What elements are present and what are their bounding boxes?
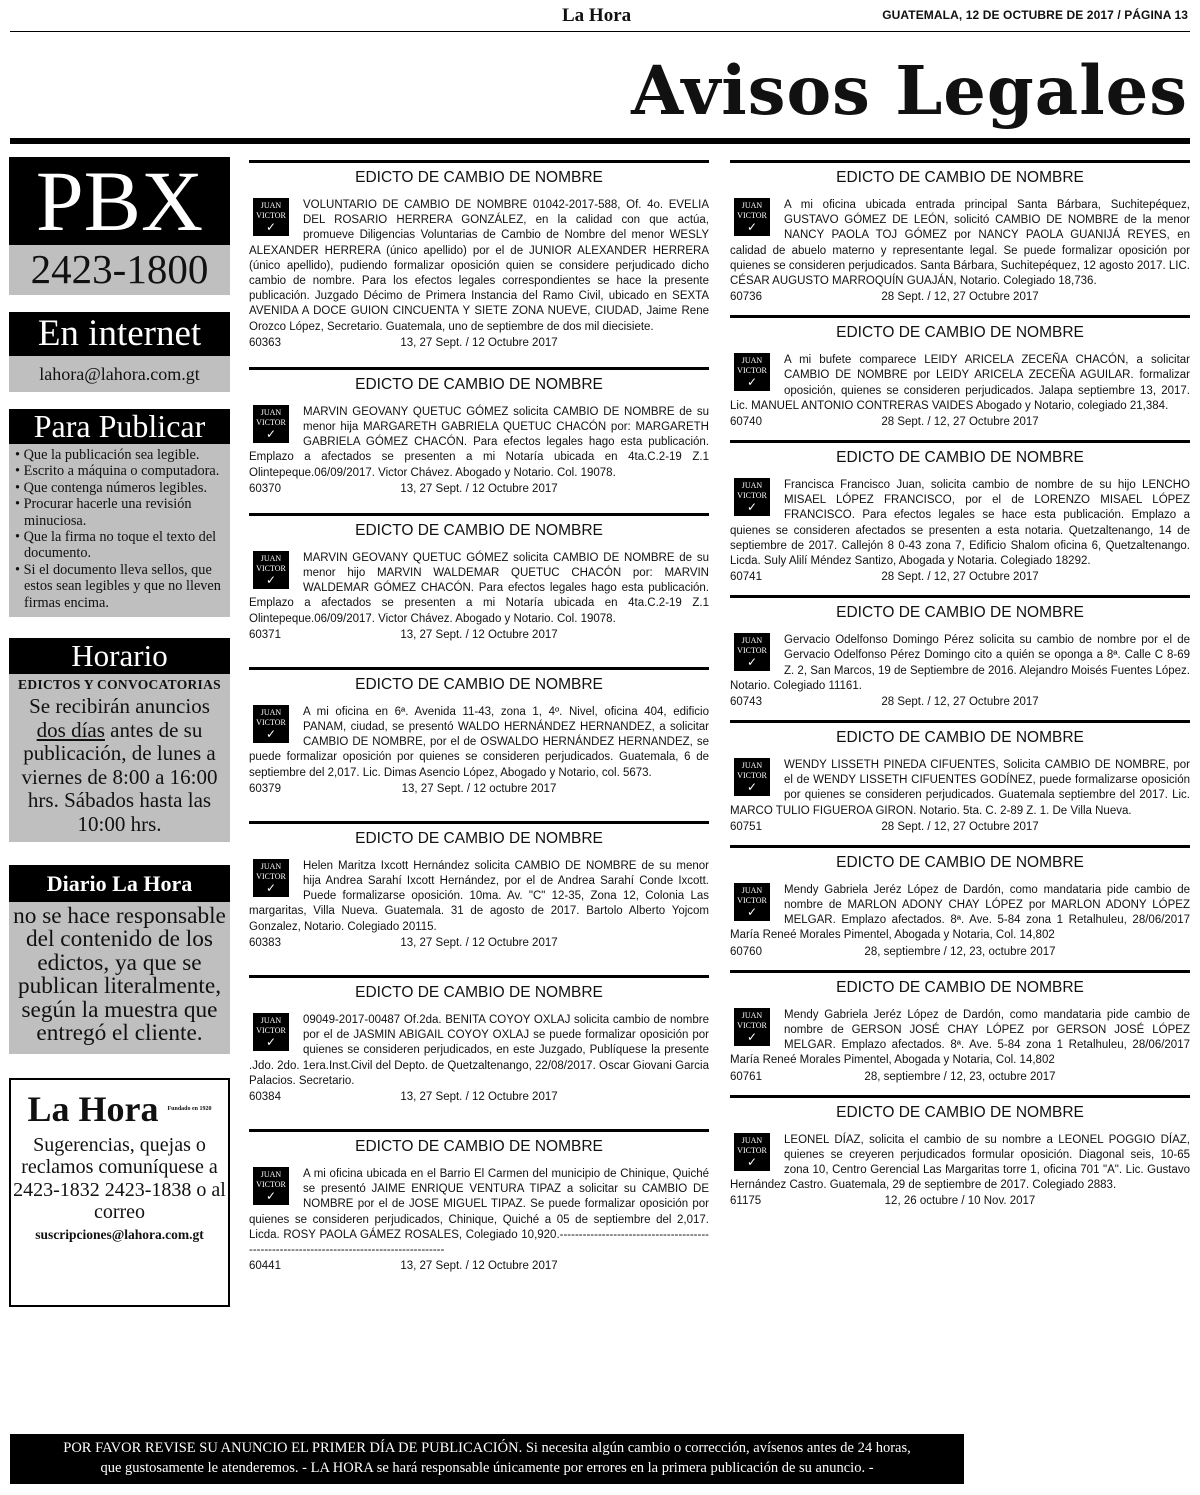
edict-body <box>730 353 1190 414</box>
lawyer-logo-icon: JUAN VICTOR ✓ <box>734 633 770 671</box>
edict-notice <box>730 160 1190 305</box>
edict-dates: 28, septiembre / 12, 23, octubre 2017 <box>864 1070 1056 1083</box>
footer-notice <box>10 1434 964 1484</box>
edict-code: 60371 <box>249 628 281 641</box>
lawyer-logo-icon: JUAN VICTOR ✓ <box>253 1167 289 1205</box>
edict-title: EDICTO DE CAMBIO DE NOMBRE <box>730 315 1190 343</box>
edict-code: 60736 <box>730 291 762 304</box>
edict-body <box>730 1133 1190 1194</box>
edict-text: A mi oficina en 6ª. Avenida 11-43, zona 1, 4º. Nivel, oficina 404, edificio PANAM, ciudad, se presentó WALDO HERNÁNDEZ HERNANDEZ, a solicitar CAMBIO DE NOMBRE, por el de OSWALDO HERNÁNDEZ HERNANDEZ, se puede formalizar oposición por quienes se consideren perjudicados. Guatemala, 6 de septiembre del 2,017. Lic. Dimas Asencio López, Abogado y Notario, col. 5673. <box>249 705 709 779</box>
edict-dates: 28 Sept. / 12, 27 Octubre 2017 <box>881 696 1039 709</box>
edict-notice <box>730 315 1190 430</box>
edict-notice <box>249 667 709 797</box>
edict-dates: 28 Sept. / 12, 27 Octubre 2017 <box>881 416 1039 429</box>
publicar-item: • Si el documento lleva sellos, que estos sean legibles y que no lleven firmas encima. <box>15 561 221 611</box>
lawyer-logo-icon: JUAN VICTOR ✓ <box>734 1133 770 1171</box>
section-rule <box>10 138 1190 144</box>
masthead-logo: La Hora <box>562 5 632 26</box>
edict-title: EDICTO DE CAMBIO DE NOMBRE <box>249 513 709 541</box>
pbx-number: 2423-1800 <box>30 246 209 292</box>
edict-code: 60370 <box>249 482 281 495</box>
internet-email[interactable]: lahora@lahora.com.gt <box>39 364 200 384</box>
edict-body <box>249 405 709 481</box>
edict-title: EDICTO DE CAMBIO DE NOMBRE <box>249 821 709 849</box>
edict-text: LEONEL DÍAZ, solicita el cambio de su nombre a LEONEL POGGIO DÍAZ, quienes se creyeren perjudicados formular oposición. Diagonal seis, 10-65 zona 10, Centro Gerencial Las Margaritas torre 1, oficina 701 "A". Lic. Gustavo Hernández Castro. Guatemala, 29 de septiembre de 2017. Colegiado 2883. <box>730 1133 1190 1192</box>
lawyer-logo-icon: JUAN VICTOR ✓ <box>734 198 770 236</box>
edict-dates: 13, 27 Sept. / 12 Octubre 2017 <box>400 628 558 641</box>
pbx-label: PBX <box>9 157 230 245</box>
diario-box <box>9 865 230 1053</box>
horario-box <box>9 638 230 842</box>
edict-code: 60740 <box>730 416 762 429</box>
edict-code: 60383 <box>249 936 281 949</box>
lawyer-logo-icon: JUAN VICTOR ✓ <box>253 405 289 443</box>
edict-footer <box>249 1258 709 1274</box>
lawyer-logo-icon: JUAN VICTOR ✓ <box>253 859 289 897</box>
edict-notice <box>730 440 1190 585</box>
edict-body <box>249 1167 709 1258</box>
lawyer-logo-icon: JUAN VICTOR ✓ <box>734 478 770 516</box>
internet-title: En internet <box>9 312 230 356</box>
edict-code: 60761 <box>730 1070 762 1083</box>
edict-body <box>249 1013 709 1089</box>
edict-notice <box>249 513 709 643</box>
lawyer-logo-icon: JUAN VICTOR ✓ <box>734 883 770 921</box>
edict-footer <box>249 935 709 951</box>
edict-notice <box>730 720 1190 835</box>
edict-body <box>249 198 709 335</box>
lawyer-logo-icon: JUAN VICTOR ✓ <box>253 1013 289 1051</box>
edict-dates: 13, 27 Sept. / 12 octubre 2017 <box>401 782 557 795</box>
edict-footer <box>249 335 709 351</box>
edict-title: EDICTO DE CAMBIO DE NOMBRE <box>249 1129 709 1157</box>
publicar-item: • Que la publicación sea legible. <box>15 447 200 463</box>
edict-dates: 13, 27 Sept. / 12 Octubre 2017 <box>400 936 558 949</box>
edict-dates: 12, 26 octubre / 10 Nov. 2017 <box>884 1195 1036 1208</box>
lawyer-logo-icon: JUAN VICTOR ✓ <box>734 1008 770 1046</box>
edict-notice <box>249 975 709 1105</box>
edict-text: A mi oficina ubicada entrada principal Santa Bárbara, Suchitepéquez, GUSTAVO GÓMEZ DE LEÓN, solicitó CAMBIO DE NOMBRE de la menor NANCY PAOLA TOJ GÓMEZ por NANCY PAOLA GUANIJÁ REYES, en calidad de abuelo materno y representante legal. Se puede formalizar oposición por quienes se consideren perjudicados. Santa Bárbara, Suchitepéquez, 12 agosto 2017. LIC. CÉSAR AUGUSTO MARROQUÍN GUAJÁN, Notario. Colegiado 18,736. <box>730 199 1190 288</box>
diario-title: Diario La Hora <box>9 865 230 902</box>
edict-code: 60741 <box>730 571 762 584</box>
top-rule <box>10 31 1190 32</box>
edict-body <box>730 198 1190 289</box>
edict-notice <box>249 160 709 351</box>
edict-text: MARVIN GEOVANY QUETUC GÓMEZ solicita CAMBIO DE NOMBRE de su menor hija MARGARETH GABRIELA QUETUC CHACÓN por: MARGARETH GABRIELA GÓMEZ CHACÓN. Para efectos legales hago esta publicación. Emplazo a afectados se presenten a mi Notaría ubicada en 4ta.C.2-19 Z.1 Olintepeque.06/09/2017. Victor Chávez. Abogado y Notario. Col. 19078. <box>249 405 709 479</box>
sugerencias-box <box>9 1078 230 1307</box>
edict-dates: 13, 27 Sept. / 12 Octubre 2017 <box>400 1090 558 1103</box>
section-title: Avisos Legales <box>631 51 1188 130</box>
edict-notice <box>249 367 709 497</box>
sidebar <box>9 153 230 1307</box>
edict-title: EDICTO DE CAMBIO DE NOMBRE <box>249 975 709 1003</box>
edict-footer <box>249 627 709 643</box>
publicar-item: • Que contenga números legibles. <box>15 479 208 496</box>
edict-notice <box>249 1129 709 1274</box>
edict-notice <box>730 845 1190 960</box>
ads-column-left <box>249 160 709 1274</box>
lawyer-logo-icon: JUAN VICTOR ✓ <box>734 758 770 796</box>
edict-footer <box>730 1069 1190 1085</box>
horario-title: Horario <box>9 638 230 674</box>
horario-subtitle: EDICTOS Y CONVOCATORIAS <box>18 677 221 693</box>
edict-text: Helen Maritza Ixcott Hernández solicita CAMBIO DE NOMBRE de su menor hija Andrea Sarahí Ixcott Hernández, por el de Andrea Sarahí Conde Ixcott. Puede formalizarse oposición. 10ma. Av. "C" 12-35, Zona 12, Colonia Las margaritas, Villa Nueva. Guatemala. 31 de agosto de 2017. Bartolo Alberto Yojcom Gonzalez, Notario. Colegiado 20115. <box>249 859 709 933</box>
edict-title: EDICTO DE CAMBIO DE NOMBRE <box>730 720 1190 748</box>
edict-code: 60384 <box>249 1090 281 1103</box>
edict-code: 60751 <box>730 820 762 833</box>
sugerencias-email[interactable]: suscripciones@lahora.com.gt <box>35 1226 204 1242</box>
edict-code: 60743 <box>730 696 762 709</box>
publicar-title: Para Publicar <box>9 409 230 444</box>
edict-notice <box>730 595 1190 710</box>
edict-body <box>249 705 709 781</box>
edict-body <box>249 859 709 935</box>
publicar-item: • Que la firma no toque el texto del documento. <box>15 529 217 562</box>
edict-footer <box>730 289 1190 305</box>
publicar-box <box>9 409 230 617</box>
edict-notice <box>730 970 1190 1085</box>
masthead-date-page: GUATEMALA, 12 DE OCTUBRE DE 2017 / PÁGINA 13 <box>882 8 1188 22</box>
edict-dates: 28 Sept. / 12, 27 Octubre 2017 <box>881 291 1039 304</box>
lawyer-logo-icon: JUAN VICTOR ✓ <box>253 198 289 236</box>
diario-disclaimer: no se hace responsable del contenido de los edictos, ya que se publican literalmente, según la muestra que entregó el cliente. <box>13 903 226 1047</box>
edict-title: EDICTO DE CAMBIO DE NOMBRE <box>249 667 709 695</box>
edict-body <box>730 883 1190 944</box>
edict-text: A mi bufete comparece LEIDY ARICELA ZECEÑA CHACÓN, a solicitar CAMBIO DE NOMBRE por LEIDY ARICELA ZECEÑA AGUILAR. formalizar oposición, quienes se consideren perjudicados. Jalapa septiembre 13, 2017. Lic. MANUEL ANTONIO CONTRERAS VAIDES Abogado y Notario, colegiado 21,384. <box>730 354 1190 412</box>
edict-body <box>730 633 1190 694</box>
edict-footer <box>249 781 709 797</box>
edict-footer <box>730 414 1190 430</box>
edict-title: EDICTO DE CAMBIO DE NOMBRE <box>730 1095 1190 1123</box>
edict-title: EDICTO DE CAMBIO DE NOMBRE <box>730 595 1190 623</box>
edict-title: EDICTO DE CAMBIO DE NOMBRE <box>249 367 709 395</box>
edict-text: 09049-2017-00487 Of.2da. BENITA COYOY OXLAJ solicita cambio de nombre por el de JASMIN ABIGAIL COYOY OXLAJ se puede formalizar oposición por quienes se consideren perjudicados, en este Juzgado, Publíquese la presente .Jdo. 2do. 1era.Inst.Civil del Depto. de Quetzaltenango, 22/08/2017. Oscar Giovani Garcia Palacios. Secretario. <box>249 1013 709 1087</box>
lawyer-logo-icon: JUAN VICTOR ✓ <box>253 551 289 589</box>
internet-box <box>9 312 230 392</box>
edict-text: Francisca Francisco Juan, solicita cambio de nombre de su hijo LENCHO MISAEL LÓPEZ FRANCISCO, por el de LORENZO MISAEL LÓPEZ FRANCISCO. Para efectos legales se hace esta publicación. Emplazo a quienes se consideren afectados se presenten a esta notaria. Quetzaltenango, 14 de septiembre de 2017. Callejón 8 0-43 zona 7, Edificio Shalom oficina 6, Quetzaltenango. Licda. Suly Alilí Méndez Santizo, Abogada y Notaria. Colegiado 18292. <box>730 479 1190 568</box>
edict-body <box>730 478 1190 569</box>
publicar-item: • Escrito a máquina o computadora. <box>15 463 220 480</box>
edict-notice <box>730 1095 1190 1210</box>
footer-line-2: que gustosamente le atenderemos. - LA HORA se hará responsable únicamente por errores en la primera publicación de su anuncio. - <box>100 1459 874 1476</box>
ads-column-right <box>730 160 1190 1209</box>
edict-footer <box>730 944 1190 960</box>
edict-body <box>730 758 1190 819</box>
edict-code: 60760 <box>730 945 762 958</box>
edict-text: MARVIN GEOVANY QUETUC GÓMEZ solicita CAMBIO DE NOMBRE de su menor hijo MARVIN WALDEMAR QUETUC CHACÓN por: MARVIN WALDEMAR GÓMEZ CHACÓN. Para efectos legales hago esta publicación. Emplazo a afectados se presenten a mi Notaría ubicada en 4ta.C.2-19 Z.1 Olintepeque.06/09/2017. Victor Chávez. Abogado y Notario. Col. 19078. <box>249 551 709 625</box>
edict-title: EDICTO DE CAMBIO DE NOMBRE <box>730 845 1190 873</box>
edict-code: 60379 <box>249 782 281 795</box>
edict-text: WENDY LISSETH PINEDA CIFUENTES, Solicita CAMBIO DE NOMBRE, por el de WENDY LISSETH CIFUENTES GODÍNEZ, puede formalizarse oposición por quienes se consideren perjudicados. Guatemala septiembre del 2017. Lic. MARCO TULIO FIGUEROA GIRON. Notario. 5ta. C. 2-89 Z. 1. De Villa Nueva. <box>730 759 1190 817</box>
edict-text: Gervacio Odelfonso Domingo Pérez solicita su cambio de nombre por el de Gervacio Odelfonso Pérez Domingo cito a quién se oponga a 8ª. Calle C 8-69 Z. 2, San Marcos, 19 de Septiembre de 2016. Alejandro Moisés Fuentes López. Notario. Colegiado 11161. <box>730 634 1190 692</box>
edict-dates: 13, 27 Sept. / 12 Octubre 2017 <box>400 336 558 349</box>
edict-footer <box>249 1089 709 1105</box>
edict-title: EDICTO DE CAMBIO DE NOMBRE <box>730 440 1190 468</box>
publicar-item: • Procurar hacerle una revisión minuciosa. <box>15 496 192 529</box>
edict-text: VOLUNTARIO DE CAMBIO DE NOMBRE 01042-2017-588, Of. 4o. EVELIA DEL ROSARIO HERRERA GONZÁLEZ, en la calidad con que actúa, promueve Diligencias Voluntarias de Cambio de Nombre del menor WESLY ALEXANDER HERRERA (único apellido) por el de JUNIOR ALEXANDER HERRERA (único apellido), pudiendo formalizar oposición quien se considere perjudicado dicho cambio de nombre. Para los efectos legales correspondientes se hace la presente publicación. Juzgado Décimo de Primera Instancia del Ramo Civil, ubicado en SEXTA AVENIDA A DOCE GUION CINCUENTA Y SIETE ZONA NUEVE, CIUDAD, Jaime Rene Orozco López, Secretario. Guatemala, uno de septiembre de dos mil diecisiete. <box>249 199 709 333</box>
edict-footer <box>730 1193 1190 1209</box>
sugerencias-text: Sugerencias, quejas o reclamos comuníquese a 2423-1832 2423-1838 o al correo <box>13 1133 226 1223</box>
publicar-list <box>9 444 230 617</box>
edict-text: Mendy Gabriela Jeréz López de Dardón, como mandataria pide cambio de nombre de MARLON ADONY CHAY LÓPEZ por MARLON ADONY LÓPEZ MELGAR. Emplazo afectados. 8ª. Ave. 5-84 zona 1 Retalhuleu, 28/06/2017 María Reneé Morales Pimentel, Abogada y Notaria, Col. 14,802 <box>730 883 1190 942</box>
edict-title: EDICTO DE CAMBIO DE NOMBRE <box>730 970 1190 998</box>
edict-dates: 13, 27 Sept. / 12 Octubre 2017 <box>400 482 558 495</box>
edict-dates: 28 Sept. / 12, 27 Octubre 2017 <box>881 820 1039 833</box>
edict-text: A mi oficina ubicada en el Barrio El Carmen del municipio de Chinique, Quiché se presentó JAIME ENRIQUE VENTURA TIPAZ a solicitar su CAMBIO DE NOMBRE por el de JOSE MIGUEL TIPAZ. Se puede formalizar oposición por quienes se consideren perjudicados, Chinique, Quiché a 05 de septiembre del 2,017. Licda. ROSY PAOLA GÁMEZ ROSALES, Colegiado 10,920.------------------------------------------------------------------------------------------ <box>249 1167 709 1256</box>
edict-dates: 28, septiembre / 12, 23, octubre 2017 <box>864 945 1056 958</box>
edict-notice <box>249 821 709 951</box>
edict-footer <box>730 819 1190 835</box>
horario-text: Se recibirán anuncios dos días antes de su publicación, de lunes a viernes de 8:00 a 16:00 hrs. Sábados hasta las 10:00 hrs. <box>21 694 218 836</box>
footer-line-1: POR FAVOR REVISE SU ANUNCIO EL PRIMER DÍA DE PUBLICACIÓN. Si necesita algún cambio o corrección, avísenos antes de 24 horas, <box>63 1440 911 1456</box>
lawyer-logo-icon: JUAN VICTOR ✓ <box>253 705 289 743</box>
edict-code: 61175 <box>730 1195 762 1208</box>
edict-code: 60441 <box>249 1260 281 1273</box>
edict-footer <box>730 569 1190 585</box>
edict-body <box>249 551 709 627</box>
edict-body <box>730 1008 1190 1069</box>
edict-footer <box>249 481 709 497</box>
edict-code: 60363 <box>249 336 281 349</box>
edict-dates: 13, 27 Sept. / 12 Octubre 2017 <box>400 1260 558 1273</box>
edict-text: Mendy Gabriela Jeréz López de Dardón, como mandataria pide cambio de nombre de GERSON JOSÉ CHAY LÓPEZ por GERSON JOSÉ LÓPEZ MELGAR. Emplazo afectados. 8ª. Ave. 5-84 zona 1 Retalhuleu, 28/06/2017 María Reneé Morales Pimentel, Abogada y Notaria, Col. 14,802 <box>730 1008 1190 1067</box>
edict-title: EDICTO DE CAMBIO DE NOMBRE <box>249 160 709 188</box>
edict-dates: 28 Sept. / 12, 27 Octubre 2017 <box>881 571 1039 584</box>
edict-footer <box>730 694 1190 710</box>
la-hora-logo: La Hora $^{Fundado en 1920}$ <box>27 1088 212 1129</box>
edict-title: EDICTO DE CAMBIO DE NOMBRE <box>730 160 1190 188</box>
pbx-box <box>9 153 230 295</box>
lawyer-logo-icon: JUAN VICTOR ✓ <box>734 353 770 391</box>
